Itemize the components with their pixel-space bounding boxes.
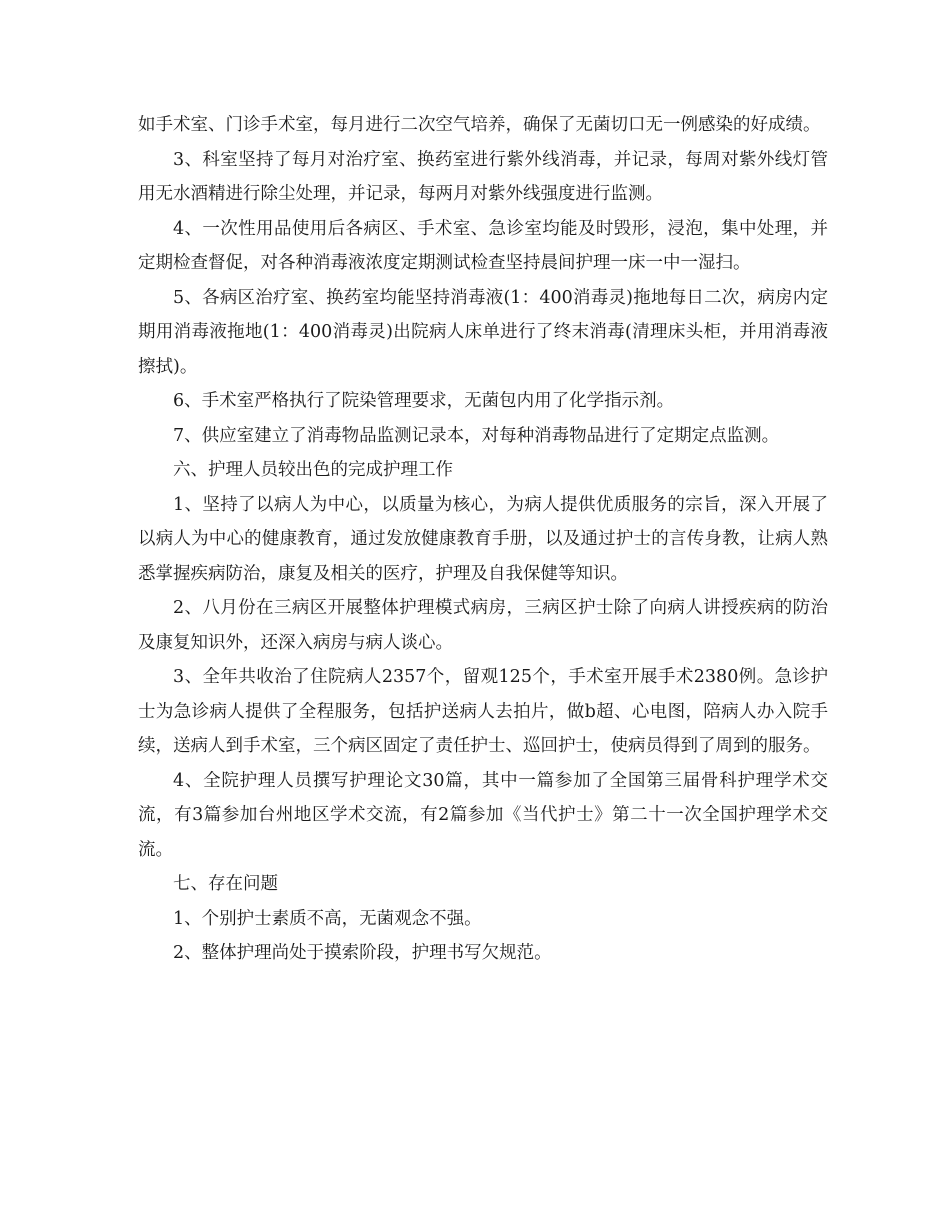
- paragraph-seven-item-1: 1、个别护士素质不高，无菌观念不强。: [173, 908, 482, 929]
- paragraph-item-3-uv-disinfection: 3、科室坚持了每月对治疗室、换药室进行紫外线消毒，并记录，每周对紫外线灯管用无水酒精进行除尘处理，并记录，每两月对紫外线强度进行监测。: [138, 149, 828, 204]
- document-page: [138, 108, 828, 971]
- section-heading-seven: 七、存在问题: [173, 874, 278, 894]
- paragraph-item-7-supply-room: 7、供应室建立了消毒物品监测记录本，对每种消毒物品进行了定期定点监测。: [173, 425, 780, 446]
- paragraph-continuation: 如手术室、门诊手术室，每月进行二次空气培养，确保了无菌切口无一例感染的好成绩。: [138, 115, 821, 135]
- paragraph-item-5-floor-disinfection: 5、各病区治疗室、换药室均能坚持消毒液(1：400消毒灵)拖地每日二次，病房内定期用消毒液拖地(1：400消毒灵)出院病人床单进行了终末消毒(清理床头柜，并用消毒液擦拭)。: [138, 287, 828, 377]
- paragraph-six-item-4: 4、全院护理人员撰写护理论文30篇，其中一篇参加了全国第三届骨科护理学术交流，有3篇参加台州地区学术交流，有2篇参加《当代护士》第二十一次全国护理学术交流。: [138, 770, 828, 860]
- paragraph-six-item-2: 2、八月份在三病区开展整体护理模式病房，三病区护士除了向病人讲授疾病的防治及康复知识外，还深入病房与病人谈心。: [138, 598, 828, 653]
- paragraph-six-item-1: 1、坚持了以病人为中心，以质量为核心，为病人提供优质服务的宗旨，深入开展了以病人为中心的健康教育，通过发放健康教育手册，以及通过护士的言传身教，让病人熟悉掌握疾病防治，康复及相关的医疗，护理及自我保健等知识。: [138, 494, 828, 584]
- section-heading-six: 六、护理人员较出色的完成护理工作: [173, 460, 453, 480]
- paragraph-item-4-disposables: 4、一次性用品使用后各病区、手术室、急诊室均能及时毁形，浸泡，集中处理，并定期检查督促，对各种消毒液浓度定期测试检查坚持晨间护理一床一中一湿扫。: [138, 218, 828, 273]
- paragraph-six-item-3: 3、全年共收治了住院病人2357个，留观125个，手术室开展手术2380例。急诊护士为急诊病人提供了全程服务，包括护送病人去拍片，做b超、心电图，陪病人办入院手续，送病人到手术室，三个病区固定了责任护士、巡回护士，使病员得到了周到的服务。: [138, 667, 828, 756]
- paragraph-seven-item-2: 2、整体护理尚处于摸索阶段，护理书写欠规范。: [173, 943, 552, 963]
- paragraph-item-6-surgery-room: 6、手术室严格执行了院染管理要求，无菌包内用了化学指示剂。: [173, 391, 675, 411]
